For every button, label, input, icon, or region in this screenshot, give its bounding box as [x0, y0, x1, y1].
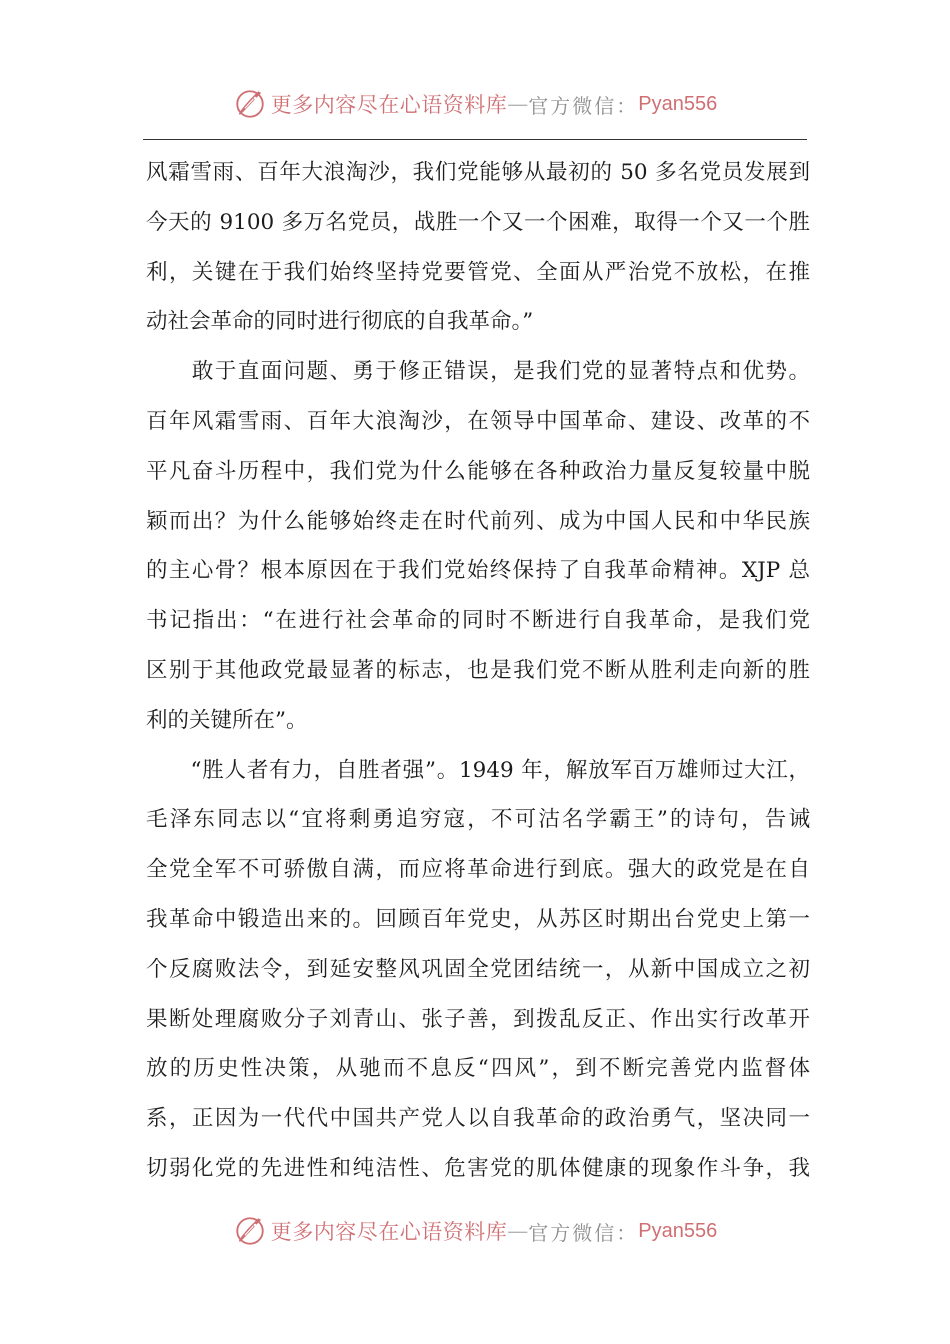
header-wechat-id: Pyan556 — [638, 92, 718, 115]
text-line: 系，正因为一代代中国共产党人以自我革命的政治勇气，坚决同一 — [146, 1106, 810, 1132]
document-body — [146, 148, 810, 1194]
paragraph-1 — [146, 148, 810, 347]
text-line: 区别于其他政党最显著的标志，也是我们党不断从胜利走向新的胜 — [146, 657, 810, 683]
footer-brand-text: 更多内容尽在心语资料库 — [270, 1220, 508, 1244]
text-line: 今天的 9100 多万名党员，战胜一个又一个困难，取得一个又一个胜 — [146, 209, 810, 235]
text-line: 平凡奋斗历程中，我们党为什么能够在各种政治力量反复较量中脱 — [146, 458, 810, 484]
header-official-label: 官方微信： — [528, 93, 639, 118]
text-line: 敢于直面问题、勇于修正错误，是我们党的显著特点和优势。 — [146, 359, 810, 385]
text-line: 放的历史性决策，从驰而不息反“四风”，到不断完善党内监督体 — [146, 1056, 810, 1082]
footer-dash: — — [507, 1219, 529, 1243]
paragraph-3 — [146, 746, 810, 1194]
text-line: 个反腐败法令，到延安整风巩固全党团结统一，从新中国成立之初 — [146, 956, 810, 982]
pen-nib-logo-icon — [233, 87, 267, 121]
header-divider — [143, 139, 807, 140]
footer-banner — [0, 1211, 950, 1251]
paragraph-2 — [146, 347, 810, 745]
text-line: 百年风霜雪雨、百年大浪淘沙，在领导中国革命、建设、改革的不 — [146, 408, 810, 434]
header-dash: — — [507, 92, 529, 116]
text-line: 风霜雪雨、百年大浪淘沙，我们党能够从最初的 50 多名党员发展到 — [146, 160, 810, 185]
footer-wechat-id: Pyan556 — [638, 1219, 718, 1242]
header-brand-text: 更多内容尽在心语资料库 — [270, 93, 508, 117]
footer-official-label: 官方微信： — [528, 1220, 639, 1245]
text-line: “胜人者有力，自胜者强”。1949 年，解放军百万雄师过大江， — [146, 757, 810, 783]
pen-nib-logo-icon — [233, 1214, 267, 1248]
text-line: 我革命中锻造出来的。回顾百年党史，从苏区时期出台党史上第一 — [146, 906, 810, 932]
header-banner — [0, 84, 950, 124]
text-line: 利的关键所在”。 — [146, 707, 308, 733]
text-line: 全党全军不可骄傲自满，而应将革命进行到底。强大的政党是在自 — [146, 857, 810, 883]
text-line: 的主心骨？根本原因在于我们党始终保持了自我革命精神。XJP 总 — [146, 558, 810, 584]
text-line: 利，关键在于我们始终坚持党要管党、全面从严治党不放松，在推 — [146, 259, 810, 285]
text-line: 毛泽东同志以“宜将剩勇追穷寇，不可沽名学霸王”的诗句，告诫 — [146, 807, 810, 833]
text-line: 切弱化党的先进性和纯洁性、危害党的肌体健康的现象作斗争，我 — [146, 1155, 810, 1181]
text-line: 书记指出：“在进行社会革命的同时不断进行自我革命，是我们党 — [146, 608, 810, 634]
text-line: 颖而出？为什么能够始终走在时代前列、成为中国人民和中华民族 — [146, 508, 810, 534]
text-line: 动社会革命的同时进行彻底的自我革命。” — [146, 309, 534, 335]
text-line: 果断处理腐败分子刘青山、张子善，到拨乱反正、作出实行改革开 — [146, 1006, 810, 1032]
